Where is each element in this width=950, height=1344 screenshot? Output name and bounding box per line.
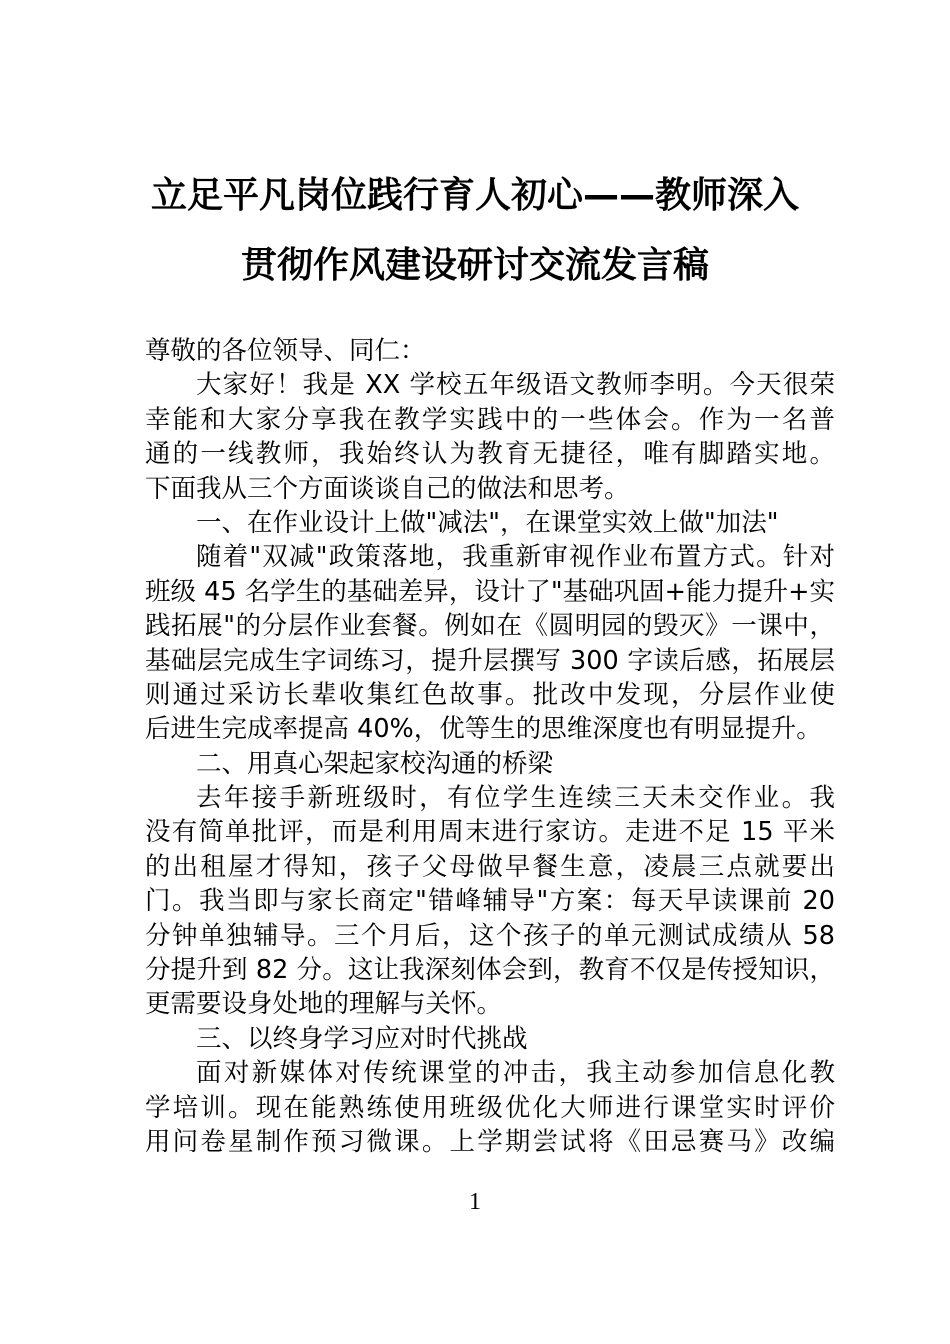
section-heading-2: 二、用真心架起家校沟通的桥梁	[196, 748, 554, 779]
paragraph-line: 分钟单独辅导。三个月后，这个孩子的单元测试成绩从 58	[145, 920, 835, 951]
paragraph-line: 更需要设身处地的理解与关怀。	[145, 989, 503, 1020]
paragraph-line: 没有简单批评，而是利用周末进行家访。走进不足 15 平米	[145, 817, 835, 848]
salutation: 尊敬的各位领导、同仁：	[145, 336, 426, 366]
paragraph-line: 幸能和大家分享我在教学实践中的一些体会。作为一名普	[145, 404, 835, 435]
paragraph-line: 门。我当即与家长商定"错峰辅导"方案：每天早读课前 20	[145, 886, 835, 917]
section-heading-1: 一、在作业设计上做"减法"，在课堂实效上做"加法"	[196, 507, 779, 538]
paragraph-line: 则通过采访长辈收集红色故事。批改中发现，分层作业使	[145, 679, 835, 710]
paragraph-line: 用问卷星制作预习微课。上学期尝试将《田忌赛马》改编	[145, 1126, 835, 1157]
page-number: 1	[469, 1189, 481, 1215]
paragraph-line: 通的一线教师，我始终认为教育无捷径，唯有脚踏实地。	[145, 439, 835, 470]
paragraph-line: 下面我从三个方面谈谈自己的做法和思考。	[145, 473, 630, 504]
paragraph-line: 基础层完成生字词练习，提升层撰写 300 字读后感，拓展层	[145, 645, 835, 676]
paragraph-line: 分提升到 82 分。这让我深刻体会到，教育不仅是传授知识，	[145, 955, 835, 986]
paragraph-line: 学培训。现在能熟练使用班级优化大师进行课堂实时评价	[145, 1092, 835, 1123]
paragraph-line: 的出租屋才得知，孩子父母做早餐生意，凌晨三点就要出	[145, 851, 835, 882]
document-body	[145, 334, 835, 1159]
paragraph-line: 面对新媒体对传统课堂的冲击，我主动参加信息化教	[196, 1058, 835, 1089]
paragraph-line: 大家好！我是 XX 学校五年级语文教师李明。今天很荣	[196, 370, 835, 401]
document-title-line-2: 贯彻作风建设研讨交流发言稿	[240, 245, 709, 286]
paragraph-line: 后进生完成率提高 40%，优等生的思维深度也有明显提升。	[145, 714, 822, 745]
paragraph-line: 班级 45 名学生的基础差异，设计了"基础巩固+能力提升+实	[145, 576, 835, 607]
paragraph-line: 践拓展"的分层作业套餐。例如在《圆明园的毁灭》一课中，	[145, 611, 835, 642]
section-heading-3: 三、以终身学习应对时代挑战	[196, 1023, 528, 1054]
document-title-line-1: 立足平凡岗位践行育人初心——教师深入	[150, 175, 799, 216]
paragraph-line: 随着"双减"政策落地，我重新审视作业布置方式。针对	[196, 542, 835, 573]
paragraph-line: 去年接手新班级时，有位学生连续三天未交作业。我	[196, 783, 835, 814]
